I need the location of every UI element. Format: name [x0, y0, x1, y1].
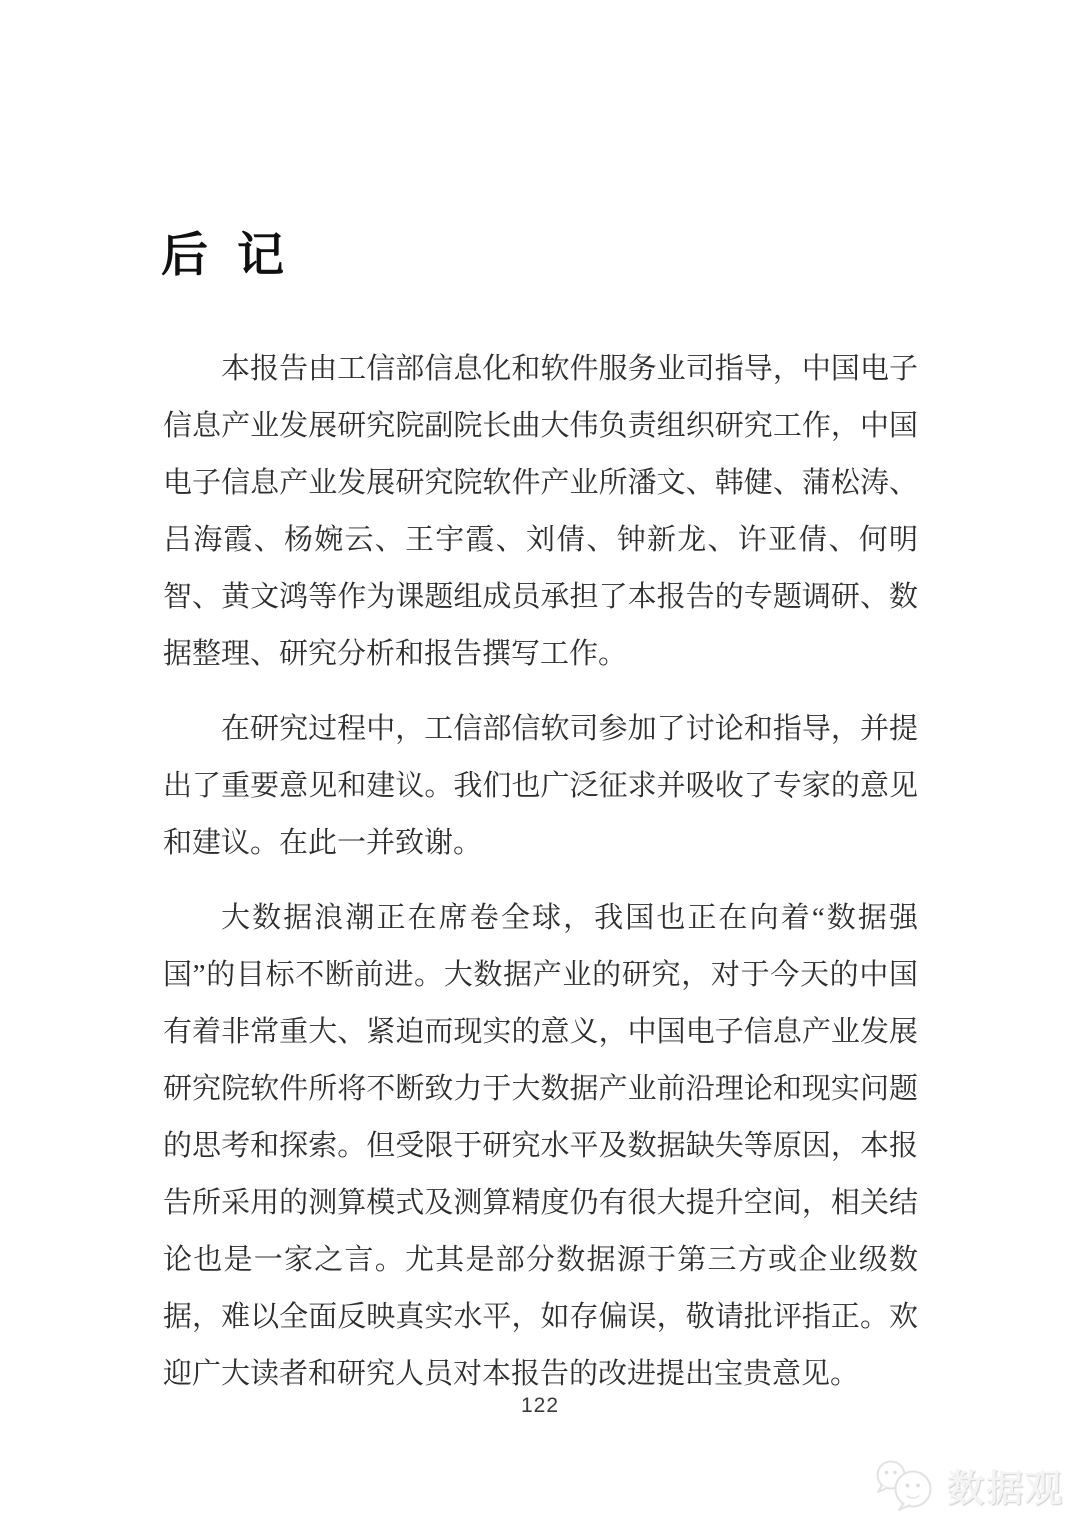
paragraph: 本报告由工信部信息化和软件服务业司指导，中国电子信息产业发展研究院副院长曲大伟负责组织研究工作，中国电子信息产业发展研究院软件产业所潘文、韩健、蒲松涛、吕海霞、杨婉云、王宇霞、刘倩、钟新龙、许亚倩、何明智、黄文鸿等作为课题组成员承担了本报告的专题调研、数据整理、研究分析和报告撰写工作。	[163, 353, 918, 670]
page-number: 122	[520, 1394, 560, 1417]
paragraph: 大数据浪潮正在席卷全球，我国也正在向着“数据强国”的目标不断前进。大数据产业的研究，对于今天的中国有着非常重大、紧迫而现实的意义，中国电子信息产业发展研究院软件所将不断致力于大数据产业前沿理论和现实问题的思考和探索。但受限于研究水平及数据缺失等原因，本报告所采用的测算模式及测算精度仍有很大提升空间，相关结论也是一家之言。尤其是部分数据源于第三方或企业级数据，难以全面反映真实水平，如存偏误，敬请批评指正。欢迎广大读者和研究人员对本报告的改进提出宝贵意见。	[163, 902, 918, 1390]
watermark-label: 数据观	[947, 1468, 1064, 1509]
page-title: 后 记	[161, 228, 287, 282]
paragraph: 在研究过程中，工信部信软司参加了讨论和指导，并提出了重要意见和建议。我们也广泛征求并吸收了专家的意见和建议。在此一并致谢。	[163, 713, 918, 859]
watermark-logo	[873, 1458, 1064, 1512]
body-text	[163, 341, 918, 1403]
chat-bubbles-icon	[873, 1459, 937, 1511]
